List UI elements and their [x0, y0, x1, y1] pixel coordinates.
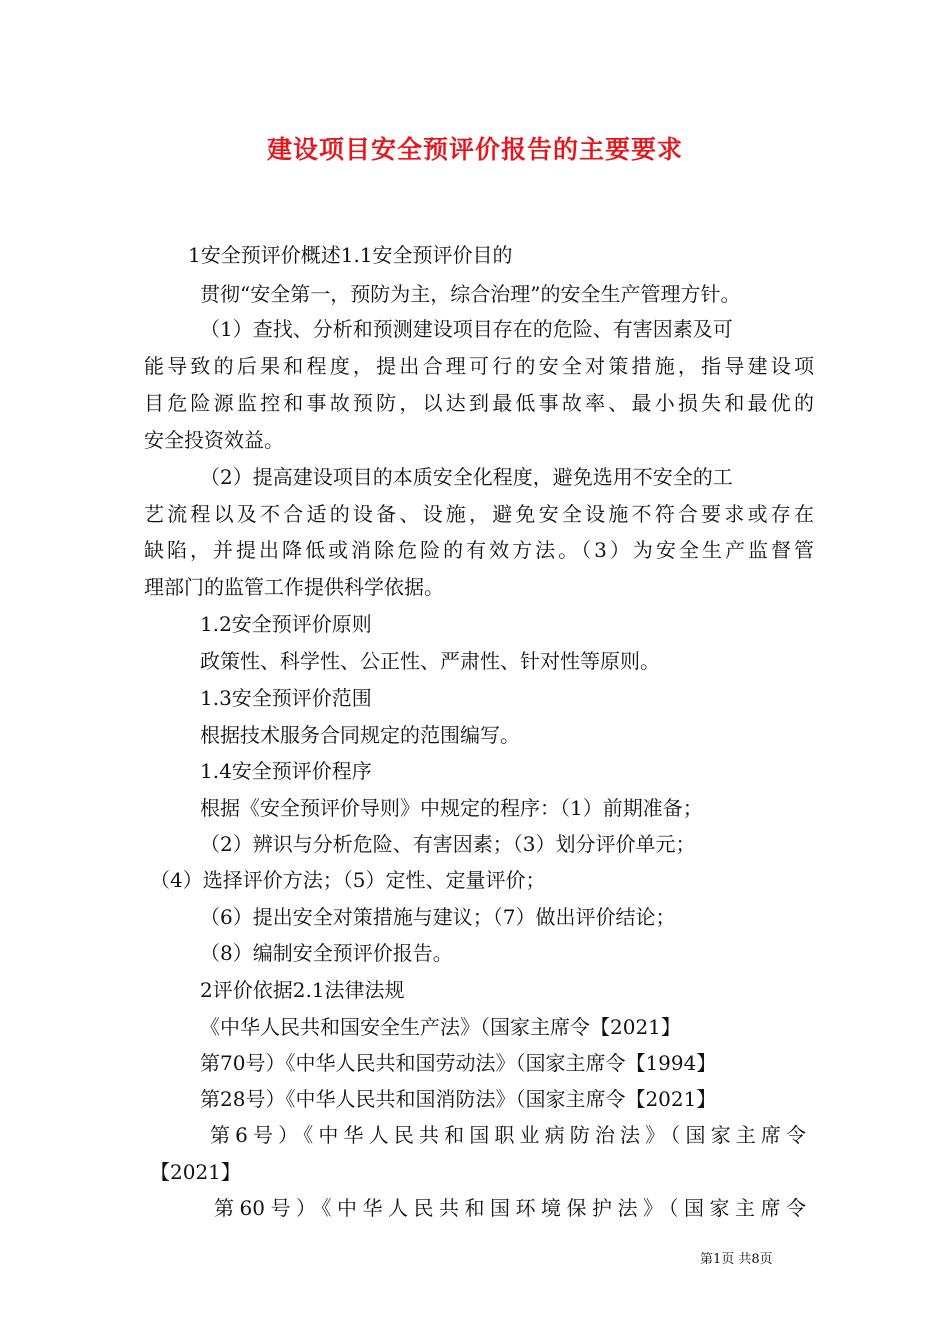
text-line-24: 第28号）《中华人民共和国消防法》（国家主席令【2021】 [200, 1087, 717, 1111]
text-line-9: 缺陷，并提出降低或消除危险的有效方法。（3）为安全生产监督管 [144, 538, 814, 562]
text-line-19: （6）提出安全对策措施与建议；（7）做出评价结论； [200, 905, 676, 929]
text-line-5: 目危险源监控和事故预防，以达到最低事故率、最小损失和最优的 [144, 391, 814, 415]
text-line-15: 1.4安全预评价程序 [200, 759, 372, 783]
text-line-18: （4）选择评价方法；（5）定性、定量评价； [150, 868, 546, 892]
page-number: 第1页 共8页 [700, 1252, 773, 1267]
text-line-23: 第70号）《中华人民共和国劳动法》（国家主席令【1994】 [200, 1051, 717, 1075]
text-line-22: 《中华人民共和国安全生产法》（国家主席令【2021】 [200, 1015, 681, 1039]
text-line-26: 【2021】 [150, 1160, 241, 1184]
text-line-17: （2）辨识与分析危险、有害因素；（3）划分评价单元； [200, 832, 696, 856]
text-line-12: 政策性、科学性、公正性、严肃性、针对性等原则。 [200, 649, 660, 673]
text-line-27: 第60号）《中华人民共和国环境保护法》（国家主席令 [214, 1196, 806, 1220]
text-line-20: （8）编制安全预评价报告。 [200, 941, 453, 965]
text-line-21: 2评价依据2.1法律法规 [200, 978, 405, 1002]
text-line-2: 贯彻“安全第一，预防为主，综合治理”的安全生产管理方针。 [200, 282, 741, 306]
text-line-6: 安全投资效益。 [144, 428, 284, 452]
text-line-4: 能导致的后果和程度，提出合理可行的安全对策措施，指导建设项 [144, 354, 814, 378]
text-line-11: 1.2安全预评价原则 [200, 612, 372, 636]
text-line-13: 1.3安全预评价范围 [200, 686, 372, 710]
text-line-25: 第6号）《中华人民共和国职业病防治法》（国家主席令 [210, 1123, 806, 1147]
document-title: 建设项目安全预评价报告的主要要求 [266, 135, 683, 164]
text-line-7: （2）提高建设项目的本质安全化程度，避免选用不安全的工 [200, 465, 733, 489]
text-line-1: 1安全预评价概述1.1安全预评价目的 [188, 243, 513, 267]
text-line-10: 理部门的监管工作提供科学依据。 [144, 575, 444, 599]
text-line-3: （1）查找、分析和预测建设项目存在的危险、有害因素及可 [200, 317, 733, 341]
text-line-16: 根据《安全预评价导则》中规定的程序：（1）前期准备； [200, 796, 703, 820]
text-line-14: 根据技术服务合同规定的范围编写。 [200, 723, 520, 747]
text-line-8: 艺流程以及不合适的设备、设施，避免安全设施不符合要求或存在 [144, 502, 814, 526]
